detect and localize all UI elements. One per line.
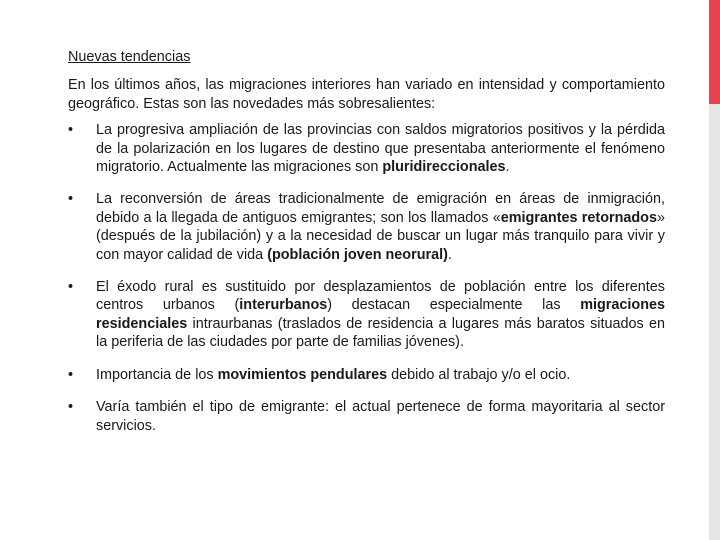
item-text: ) destacan especialmente las bbox=[327, 297, 581, 314]
bullet-item-1 bbox=[68, 121, 665, 176]
item-text: » (después de la jubilación) y a la necesidad de buscar un lugar más tranquilo para vivir y con mayor calidad de vida bbox=[96, 209, 665, 263]
slide-heading: Nuevas tendencias bbox=[68, 49, 191, 65]
bullet-item-3 bbox=[68, 278, 665, 352]
item-text: Importancia de los bbox=[96, 366, 218, 383]
bullet-item-2 bbox=[68, 190, 665, 264]
bullet-item-4 bbox=[68, 366, 665, 384]
item-text: La reconversión de áreas tradicionalmente de emigración en áreas de inmigración, debido a la llegada de antiguos emigrantes; son los llamados « bbox=[96, 191, 665, 226]
item-text: . bbox=[447, 246, 452, 263]
item-bold-text: (población joven neorural) bbox=[267, 246, 448, 263]
item-text: intraurbanas (traslados de residencia a lugares más baratos situados en la periferia de las ciudades por parte de familias jóvenes). bbox=[96, 315, 665, 351]
accent-bar bbox=[709, 0, 720, 104]
item-text: La progresiva ampliación de las provincias con saldos migratorios positivos y la pérdida de la polarización en los lugares de destino que presentaba anteriormente el fenómeno migratorio. Actualmente las migraciones son bbox=[96, 122, 665, 176]
bullet-list bbox=[68, 121, 665, 435]
bullet-dot: • bbox=[68, 191, 74, 208]
item-bold-text: migraciones residenciales bbox=[96, 297, 665, 332]
bullet-dot: • bbox=[68, 399, 74, 416]
slide-content bbox=[68, 48, 665, 449]
item-bold-text: pluridireccionales bbox=[382, 159, 506, 176]
side-line bbox=[709, 104, 720, 540]
item-bold-text: emigrantes retornados bbox=[500, 209, 657, 226]
bullet-dot: • bbox=[68, 366, 74, 383]
bullet-item-5 bbox=[68, 398, 665, 435]
intro-paragraph: En los últimos años, las migraciones interiores han variado en intensidad y comportamiento geográfico. Estas son las novedades más sobresalientes: bbox=[68, 77, 665, 112]
item-bold-text: movimientos pendulares bbox=[217, 366, 388, 383]
bullet-dot: • bbox=[68, 279, 74, 296]
item-text: . bbox=[505, 159, 510, 176]
item-text: Varía también el tipo de emigrante: el actual pertenece de forma mayoritaria al sector servicios. bbox=[96, 399, 665, 434]
item-bold-text: interurbanos bbox=[239, 297, 328, 314]
bullet-dot: • bbox=[68, 122, 74, 139]
item-text: El éxodo rural es sustituido por desplazamientos de población entre los diferentes centros urbanos ( bbox=[96, 279, 665, 314]
item-text: debido al trabajo y/o el ocio. bbox=[387, 366, 571, 383]
